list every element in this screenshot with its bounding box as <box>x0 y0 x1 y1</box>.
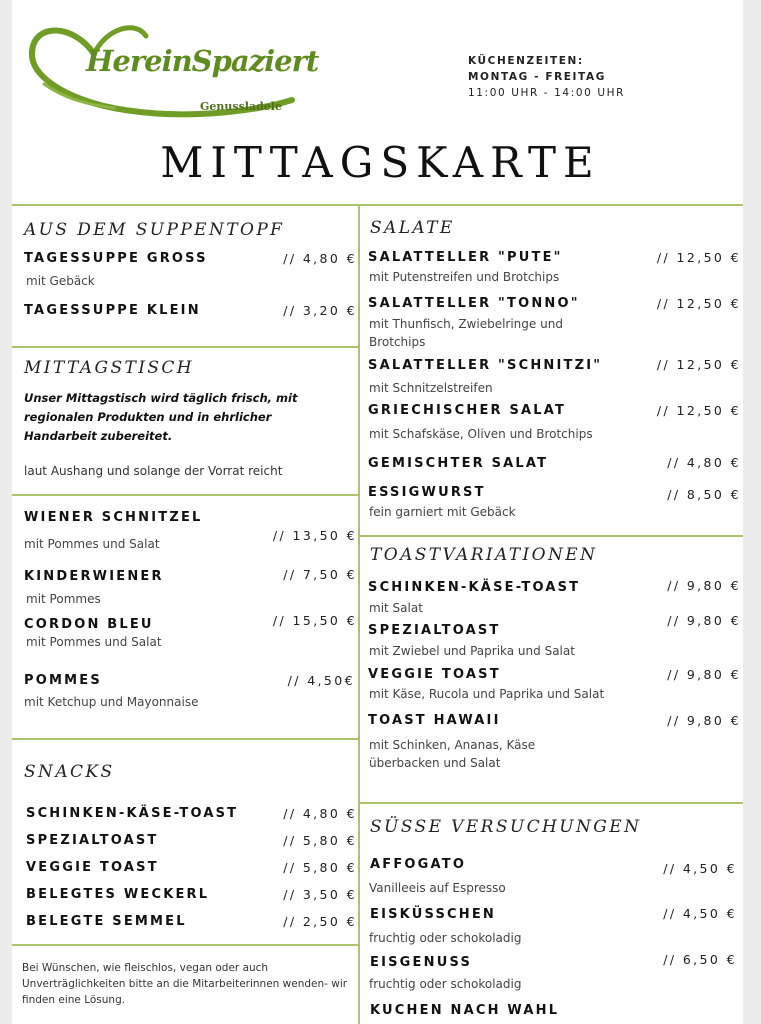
menu-item-name: ESSIGWURST <box>368 485 486 500</box>
menu-item-price: // 12,50 € <box>656 403 741 418</box>
section-heading-snacks: SNACKS <box>24 762 115 782</box>
menu-item-name: BELEGTE SEMMEL <box>26 914 187 929</box>
footer-note: Bei Wünschen, wie fleischlos, vegan oder auch Unverträglichkeiten bitte an die Mitarbeiterinnen wenden- wir finden eine Lösung. <box>22 962 348 1006</box>
menu-item-price: // 5,80 € <box>283 860 357 875</box>
menu-item-price: // 7,50 € <box>283 567 357 582</box>
section-heading-toast: TOASTVARIATIONEN <box>370 545 598 565</box>
menu-item-desc: fruchtig oder schokoladig <box>369 977 522 991</box>
menu-item-price: // 9,80 € <box>667 578 741 593</box>
menu-item-desc: mit Thunfisch, Zwiebelringe und Brotchips <box>369 317 563 349</box>
menu-item-price: // 4,80 € <box>283 806 357 821</box>
menu-item-name: EISKÜSSCHEN <box>370 907 497 922</box>
menu-item-desc: mit Gebäck <box>26 274 95 288</box>
menu-item-price: // 5,80 € <box>283 833 357 848</box>
section-heading-soup: AUS DEM SUPPENTOPF <box>24 220 285 240</box>
logo-tagline: Genussladele <box>200 100 282 113</box>
menu-item-price: // 9,80 € <box>667 613 741 628</box>
section-heading-sweets: SÜSSE VERSUCHUNGEN <box>370 817 642 837</box>
menu-item-price: // 9,80 € <box>667 713 741 728</box>
menu-item-name: TAGESSUPPE KLEIN <box>24 303 201 318</box>
section-heading-lunch: MITTAGSTISCH <box>24 358 195 378</box>
menu-item-price: // 3,20 € <box>283 303 357 318</box>
menu-item-price: // 12,50 € <box>656 357 741 372</box>
menu-item-price: // 9,80 € <box>667 667 741 682</box>
menu-item-name: SALATTELLER "PUTE" <box>368 250 563 265</box>
hours-label: KÜCHENZEITEN: <box>468 55 584 67</box>
divider <box>12 944 358 946</box>
menu-item-name: KUCHEN NACH WAHL <box>370 1003 560 1018</box>
divider <box>12 346 358 348</box>
menu-item-price: // 4,80 € <box>283 251 357 266</box>
menu-item-name: VEGGIE TOAST <box>26 860 159 875</box>
menu-item-price: // 2,50 € <box>283 914 357 929</box>
menu-item-price: // 12,50 € <box>656 296 741 311</box>
menu-item-name: SALATTELLER "TONNO" <box>368 296 580 311</box>
menu-item-price: // 13,50 € <box>272 528 357 543</box>
menu-item-name: SALATTELLER "SCHNITZI" <box>368 358 603 373</box>
menu-item-name: SPEZIALTOAST <box>26 833 159 848</box>
divider <box>12 494 358 496</box>
menu-item-desc: mit Pommes und Salat <box>26 635 162 649</box>
menu-item-desc: mit Pommes und Salat <box>24 537 160 551</box>
menu-item-desc: mit Schnitzelstreifen <box>369 381 493 395</box>
hours-days: MONTAG - FREITAG <box>468 71 606 83</box>
menu-item-price: // 4,80 € <box>667 455 741 470</box>
menu-item-desc: fruchtig oder schokoladig <box>369 931 522 945</box>
menu-item-desc: mit Käse, Rucola und Paprika und Salat <box>369 687 605 701</box>
lunch-intro: Unser Mittagstisch wird täglich frisch, mit regionalen Produkten und in ehrlicher Handarbeit zubereitet. <box>24 391 298 443</box>
menu-item-desc: mit Putenstreifen und Brotchips <box>369 270 560 284</box>
menu-item-name: POMMES <box>24 673 102 688</box>
menu-item-name: SCHINKEN-KÄSE-TOAST <box>368 580 581 595</box>
menu-item-price: // 8,50 € <box>667 487 741 502</box>
menu-item-price: // 4,50 € <box>663 906 737 921</box>
menu-item-name: GRIECHISCHER SALAT <box>368 403 567 418</box>
kitchen-hours <box>468 53 625 101</box>
menu-item-price: // 12,50 € <box>656 250 741 265</box>
menu-item-name: TOAST HAWAII <box>368 713 501 728</box>
logo-name: HereinSpaziert <box>86 44 319 78</box>
menu-item-name: CORDON BLEU <box>24 617 154 632</box>
column-divider <box>358 204 360 1024</box>
menu-item-price: // 6,50 € <box>663 952 737 967</box>
menu-item-desc: mit Schinken, Ananas, Käse überbacken und Salat <box>369 738 536 770</box>
menu-item-name: WIENER SCHNITZEL <box>24 510 203 525</box>
menu-item-name: KINDERWIENER <box>24 569 164 584</box>
menu-item-desc: Vanilleeis auf Espresso <box>369 881 506 895</box>
lunch-note: laut Aushang und solange der Vorrat reicht <box>24 464 283 478</box>
menu-item-name: EISGENUSS <box>370 955 473 970</box>
divider <box>360 535 743 537</box>
menu-item-name: TAGESSUPPE GROSS <box>24 251 208 266</box>
hours-time: 11:00 UHR - 14:00 UHR <box>468 87 626 99</box>
menu-item-desc: mit Zwiebel und Paprika und Salat <box>369 644 575 658</box>
menu-item-name: VEGGIE TOAST <box>368 667 501 682</box>
menu-item-price: // 4,50 € <box>663 861 737 876</box>
menu-item-desc: mit Ketchup und Mayonnaise <box>24 695 199 709</box>
menu-item-desc: mit Salat <box>369 601 423 615</box>
logo <box>24 14 319 124</box>
divider <box>360 204 743 206</box>
menu-item-price: // 4,50€ <box>287 673 355 688</box>
menu-item-price: // 15,50 € <box>272 613 357 628</box>
menu-item-desc: fein garniert mit Gebäck <box>369 505 516 519</box>
menu-item-name: AFFOGATO <box>370 857 467 872</box>
menu-item-desc: mit Schafskäse, Oliven und Brotchips <box>369 427 593 441</box>
menu-item-desc: mit Pommes <box>26 592 101 606</box>
menu-item-price: // 3,50 € <box>283 887 357 902</box>
menu-item-name: SCHINKEN-KÄSE-TOAST <box>26 806 239 821</box>
menu-item-name: GEMISCHTER SALAT <box>368 456 549 471</box>
section-heading-salads: SALATE <box>370 218 455 238</box>
menu-item-name: SPEZIALTOAST <box>368 623 501 638</box>
divider <box>12 738 358 740</box>
divider <box>12 204 358 206</box>
divider <box>360 802 743 804</box>
page-title: MITTAGSKARTE <box>160 138 601 187</box>
menu-item-name: BELEGTES WECKERL <box>26 887 210 902</box>
